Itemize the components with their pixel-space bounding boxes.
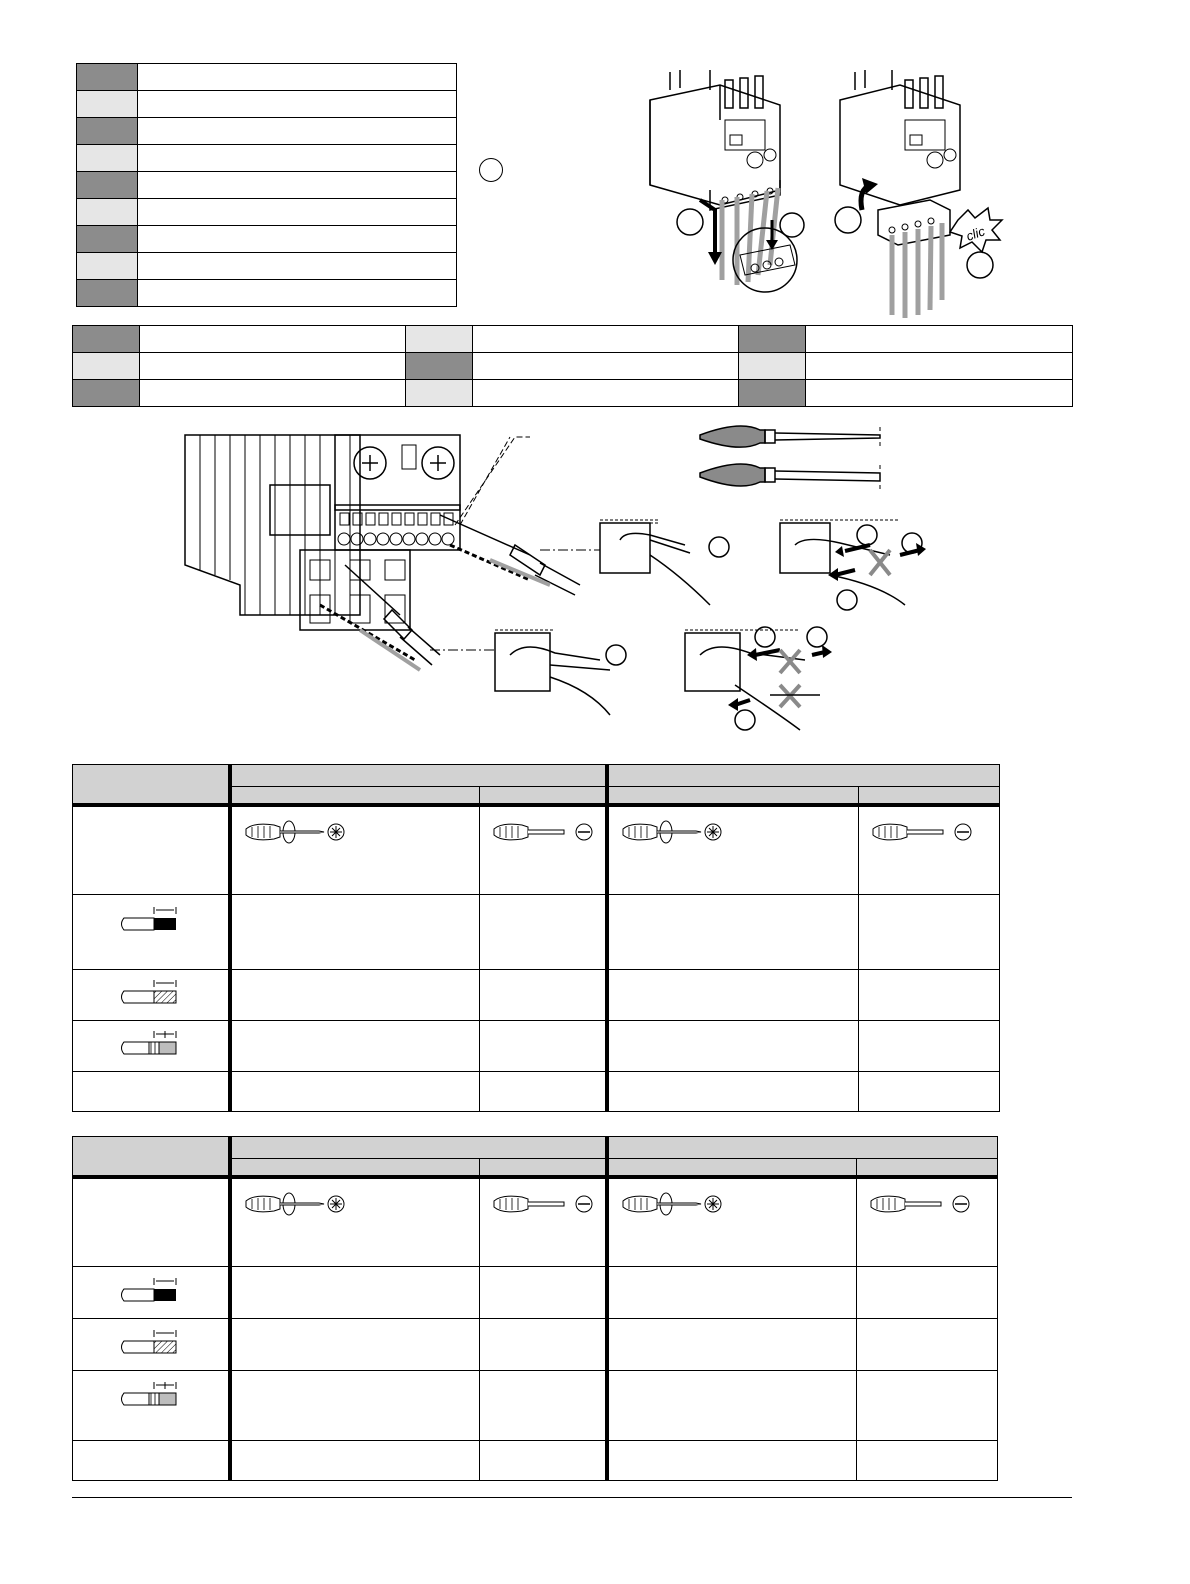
solid-wire-icon bbox=[119, 904, 199, 938]
t2-subheader-a1 bbox=[230, 1159, 480, 1177]
flat-screwdriver-icon bbox=[492, 1191, 607, 1221]
t2-tool-a1 bbox=[230, 1177, 480, 1267]
screwdriver-tools bbox=[700, 426, 880, 489]
t2-stranded-b1 bbox=[607, 1319, 857, 1371]
key-cell-8 bbox=[77, 253, 138, 280]
footer-rule bbox=[72, 1497, 1072, 1498]
t1-row-tool-label bbox=[73, 805, 230, 895]
wide-text-2a bbox=[140, 353, 406, 380]
t1-ferrule-a2 bbox=[480, 1021, 607, 1072]
t1-row-ferrule bbox=[73, 1021, 230, 1072]
wiring-table-1 bbox=[72, 764, 1000, 1112]
t1-ferrule-b1 bbox=[607, 1021, 859, 1072]
flat-screwdriver-icon bbox=[871, 819, 986, 849]
t1-row-stranded bbox=[73, 970, 230, 1021]
t1-last-b1 bbox=[607, 1072, 859, 1112]
t1-ferrule-a1 bbox=[230, 1021, 480, 1072]
t2-subheader-a2 bbox=[480, 1159, 607, 1177]
wide-text-1c bbox=[806, 326, 1073, 353]
key-cell-3 bbox=[77, 118, 138, 145]
t1-header-group-a bbox=[230, 765, 607, 787]
t1-ferrule-b2 bbox=[859, 1021, 1000, 1072]
t2-last-a1 bbox=[230, 1441, 480, 1481]
t1-row-last bbox=[73, 1072, 230, 1112]
detail-callout-2 bbox=[780, 520, 926, 610]
wide-text-1a bbox=[140, 326, 406, 353]
t2-row-tool-label bbox=[73, 1177, 230, 1267]
t2-stranded-a1 bbox=[230, 1319, 480, 1371]
t2-solid-b1 bbox=[607, 1267, 857, 1319]
wide-text-3b bbox=[473, 380, 739, 407]
wiring-table-2 bbox=[72, 1136, 998, 1481]
t1-tool-a1 bbox=[230, 805, 480, 895]
wide-text-3a bbox=[140, 380, 406, 407]
t1-last-a1 bbox=[230, 1072, 480, 1112]
wide-text-1b bbox=[473, 326, 739, 353]
t1-tool-b1 bbox=[607, 805, 859, 895]
detail-callout-3 bbox=[495, 630, 626, 715]
stranded-wire-icon bbox=[119, 1327, 199, 1361]
t2-last-a2 bbox=[480, 1441, 607, 1481]
key-text-1 bbox=[138, 64, 457, 91]
t2-stranded-a2 bbox=[480, 1319, 607, 1371]
key-cell-7 bbox=[77, 226, 138, 253]
key-text-6 bbox=[138, 199, 457, 226]
wide-key-2b bbox=[406, 353, 473, 380]
wide-text-3c bbox=[806, 380, 1073, 407]
wide-key-3a bbox=[73, 380, 140, 407]
clic-label: clic bbox=[964, 223, 987, 244]
detail-callout-4 bbox=[685, 627, 832, 730]
t2-header-corner bbox=[73, 1137, 230, 1177]
key-text-5 bbox=[138, 172, 457, 199]
t2-subheader-b2 bbox=[857, 1159, 998, 1177]
wide-text-2c bbox=[806, 353, 1073, 380]
phillips-screwdriver-icon bbox=[621, 819, 741, 849]
key-cell-1 bbox=[77, 64, 138, 91]
solid-wire-icon bbox=[119, 1275, 199, 1309]
relay-right bbox=[835, 70, 1002, 318]
t2-ferrule-b1 bbox=[607, 1371, 857, 1441]
relay-left bbox=[650, 70, 804, 292]
t1-stranded-b2 bbox=[859, 970, 1000, 1021]
t2-ferrule-a1 bbox=[230, 1371, 480, 1441]
wide-key-1c bbox=[739, 326, 806, 353]
terminal-wiring-illustration bbox=[180, 415, 940, 735]
key-cell-2 bbox=[77, 91, 138, 118]
key-text-8 bbox=[138, 253, 457, 280]
t1-stranded-a1 bbox=[230, 970, 480, 1021]
t1-header-corner bbox=[73, 765, 230, 805]
phillips-screwdriver-icon bbox=[621, 1191, 741, 1221]
t2-subheader-b1 bbox=[607, 1159, 857, 1177]
flat-screwdriver-icon bbox=[869, 1191, 984, 1221]
color-key-table-wide bbox=[72, 325, 1073, 407]
t2-solid-a2 bbox=[480, 1267, 607, 1319]
step-circle-a bbox=[479, 158, 503, 182]
key-cell-6 bbox=[77, 199, 138, 226]
flat-screwdriver-icon bbox=[492, 819, 607, 849]
wide-text-2b bbox=[473, 353, 739, 380]
t2-tool-b2 bbox=[857, 1177, 998, 1267]
key-cell-9 bbox=[77, 280, 138, 307]
wide-key-1b bbox=[406, 326, 473, 353]
t1-header-group-b bbox=[607, 765, 1000, 787]
wide-key-3b bbox=[406, 380, 473, 407]
t2-ferrule-b2 bbox=[857, 1371, 998, 1441]
key-text-9 bbox=[138, 280, 457, 307]
t1-solid-a2 bbox=[480, 895, 607, 970]
phillips-screwdriver-icon bbox=[244, 1191, 364, 1221]
t2-last-b2 bbox=[857, 1441, 998, 1481]
phillips-screwdriver-icon bbox=[244, 819, 364, 849]
t2-ferrule-a2 bbox=[480, 1371, 607, 1441]
wide-key-2c bbox=[739, 353, 806, 380]
stranded-wire-icon bbox=[119, 977, 199, 1011]
t2-solid-a1 bbox=[230, 1267, 480, 1319]
detail-callout-1 bbox=[600, 520, 729, 605]
key-text-3 bbox=[138, 118, 457, 145]
relay-housing bbox=[185, 435, 460, 630]
t1-tool-a2 bbox=[480, 805, 607, 895]
wide-key-1a bbox=[73, 326, 140, 353]
t2-row-ferrule bbox=[73, 1371, 230, 1441]
t2-row-stranded bbox=[73, 1319, 230, 1371]
t2-header-group-b bbox=[607, 1137, 998, 1159]
t2-header-group-a bbox=[230, 1137, 607, 1159]
t1-solid-b2 bbox=[859, 895, 1000, 970]
color-key-table-top bbox=[76, 63, 457, 307]
t1-last-b2 bbox=[859, 1072, 1000, 1112]
t1-last-a2 bbox=[480, 1072, 607, 1112]
wide-key-3c bbox=[739, 380, 806, 407]
key-text-7 bbox=[138, 226, 457, 253]
t1-tool-b2 bbox=[859, 805, 1000, 895]
t1-subheader-a1 bbox=[230, 787, 480, 805]
t1-solid-b1 bbox=[607, 895, 859, 970]
wide-key-2a bbox=[73, 353, 140, 380]
t2-solid-b2 bbox=[857, 1267, 998, 1319]
t1-stranded-b1 bbox=[607, 970, 859, 1021]
t1-subheader-b2 bbox=[859, 787, 1000, 805]
t2-row-solid bbox=[73, 1267, 230, 1319]
key-text-2 bbox=[138, 91, 457, 118]
ferrule-wire-icon bbox=[119, 1028, 199, 1062]
t1-subheader-a2 bbox=[480, 787, 607, 805]
t1-solid-a1 bbox=[230, 895, 480, 970]
t2-last-b1 bbox=[607, 1441, 857, 1481]
key-cell-5 bbox=[77, 172, 138, 199]
t1-row-solid bbox=[73, 895, 230, 970]
ferrule-wire-icon bbox=[119, 1379, 199, 1413]
t2-row-last bbox=[73, 1441, 230, 1481]
t2-tool-a2 bbox=[480, 1177, 607, 1267]
t1-subheader-b1 bbox=[607, 787, 859, 805]
t2-stranded-b2 bbox=[857, 1319, 998, 1371]
t2-tool-b1 bbox=[607, 1177, 857, 1267]
t1-stranded-a2 bbox=[480, 970, 607, 1021]
key-cell-4 bbox=[77, 145, 138, 172]
key-text-4 bbox=[138, 145, 457, 172]
relay-mounting-illustration bbox=[630, 60, 1010, 325]
